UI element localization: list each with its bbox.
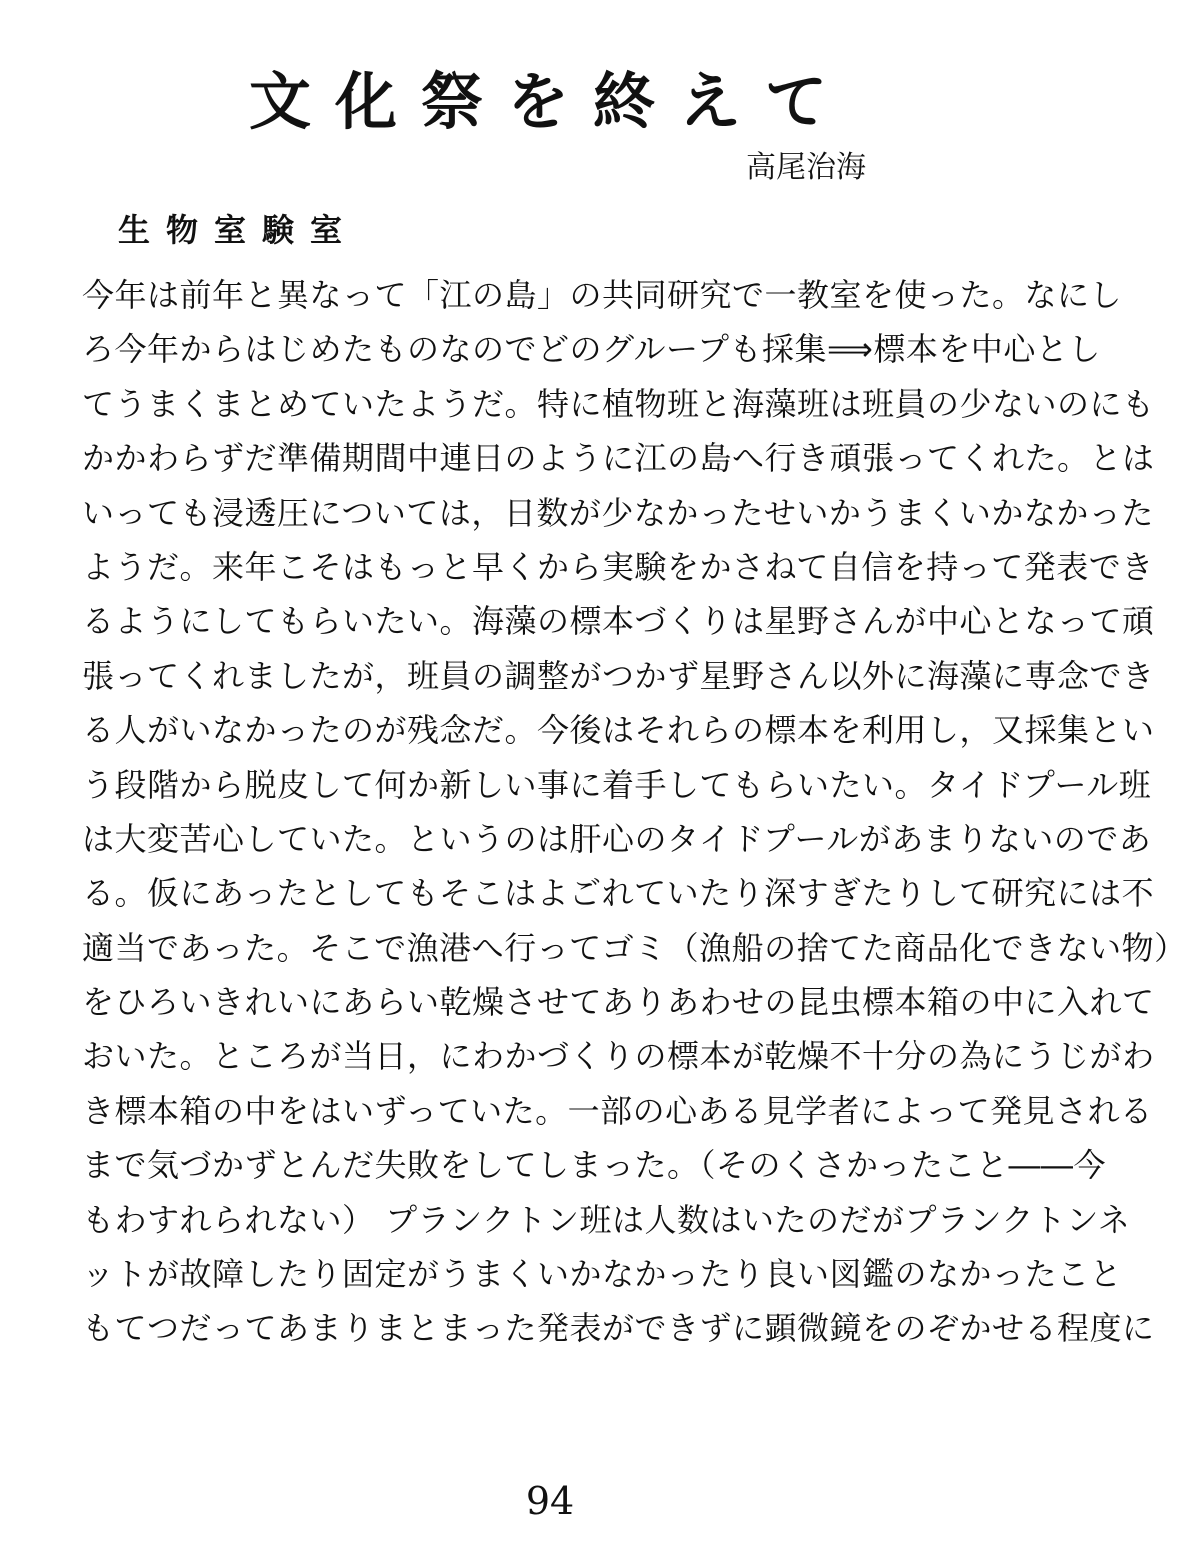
body-line: かかわらずだ準備期間中連日のように江の島へ行き頑張ってくれた。とは [82, 439, 1155, 478]
body-line: いっても浸透圧については，日数が少なかったせいかうまくいかなかった [82, 493, 1154, 532]
body-line: 今年は前年と異なって「江の島」の共同研究で一教室を使った。なにし [82, 276, 1123, 314]
body-line: 適当であった。そこで漁港へ行ってゴミ（漁船の捨てた商品化できない物） [82, 928, 1187, 967]
body-line: る人がいなかったのが残念だ。今後はそれらの標本を利用し，又採集とい [82, 711, 1155, 750]
body-line: き標本箱の中をはいずっていた。一部の心ある見学者によって発見される [82, 1091, 1153, 1130]
body-text [82, 268, 1187, 1356]
body-line: をひろいきれいにあらい乾燥させてありあわせの昆虫標本箱の中に入れて [82, 983, 1155, 1022]
author-name: 高尾治海 [746, 150, 866, 185]
body-line: 張ってくれましたが，班員の調整がつかず星野さん以外に海藻に専念でき [82, 656, 1155, 695]
body-line: るようにしてもらいたい。海藻の標本づくりは星野さんが中心となって頑 [82, 602, 1155, 641]
body-line: もてつだってあまりまとまった発表ができずに顕微鏡をのぞかせる程度に [82, 1309, 1155, 1348]
page-number: 94 [525, 1479, 575, 1523]
body-line: てうまくまとめていたようだ。特に植物班と海藻班は班員の少ないのにも [82, 384, 1155, 423]
body-line: う段階から脱皮して何か新しい事に着手してもらいたい。タイドプール班 [82, 765, 1152, 804]
body-line: ろ今年からはじめたものなのでどのグループも採集⟹標本を中心とし [82, 330, 1101, 369]
body-line: る。仮にあったとしてもそこはよごれていたり深すぎたりして研究には不 [82, 874, 1155, 913]
body-line: まで気づかずとんだ失敗をしてしまった。（そのくさかったこと――今 [82, 1146, 1107, 1185]
section-heading: 生物室験室 [118, 211, 359, 249]
page-title: 文化祭を終えて [248, 65, 851, 138]
body-line: ットが故障したり固定がうまくいかなかったり良い図鑑のなかったこと [82, 1255, 1123, 1294]
body-line: ようだ。来年こそはもっと早くから実験をかさねて自信を持って発表でき [82, 547, 1154, 586]
body-line: は大変苦心していた。というのは肝心のタイドプールがあまりないのであ [82, 819, 1152, 858]
body-line: おいた。ところが当日，にわかづくりの標本が乾燥不十分の為にうじがわ [82, 1037, 1155, 1076]
body-line: もわすれられない） プランクトン班は人数はいたのだがプランクトンネ [82, 1200, 1131, 1239]
